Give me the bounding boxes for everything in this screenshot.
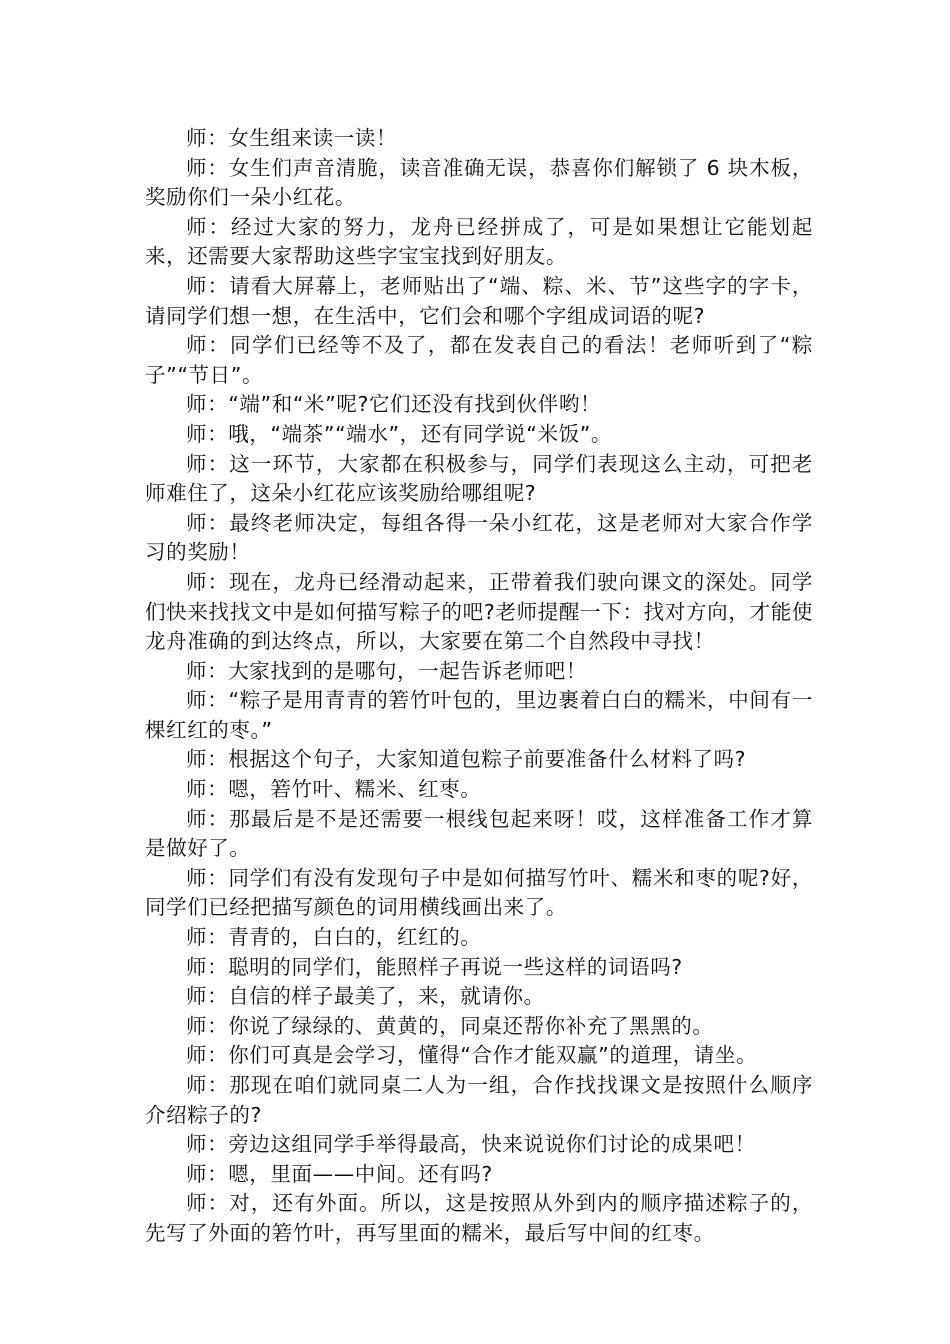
paragraph: 师：“端”和“米”呢?它们还没有找到伙伴哟！ — [186, 392, 602, 417]
paragraph: 师：根据这个句子，大家知道包粽子前要准备什么材料了吗? — [186, 747, 747, 772]
document-body — [145, 124, 813, 1249]
paragraph: 师：你们可真是会学习，懂得“合作才能双赢”的道理，请坐。 — [186, 1043, 758, 1068]
paragraph: 师：那现在咱们就同桌二人为一组，合作找找课文是按照什么顺序介绍粽子的? — [145, 1073, 813, 1127]
paragraph: 师：嗯，箬竹叶、糯米、红枣。 — [186, 777, 482, 802]
paragraph: 师：那最后是不是还需要一根线包起来呀！哎，这样准备工作才算是做好了。 — [145, 806, 813, 861]
paragraph: 师：自信的样子最美了，来，就请你。 — [186, 984, 545, 1009]
paragraph: 师：“粽子是用青青的箬竹叶包的，里边裹着白白的糯米，中间有一棵红红的枣。” — [145, 688, 813, 742]
paragraph: 师：请看大屏幕上，老师贴出了“端、粽、米、节”这些字的字卡，请同学们想一想，在生活中，它们会和哪个字组成词语的呢? — [145, 273, 813, 328]
paragraph: 师：哦，“端茶”“端水”，还有同学说“米饭”。 — [186, 421, 613, 446]
paragraph: 师：这一环节，大家都在积极参与，同学们表现这么主动，可把老师难住了，这朵小红花应该奖励给哪组呢? — [145, 451, 813, 506]
paragraph: 师：聪明的同学们，能照样子再说一些这样的词语吗? — [186, 954, 683, 979]
paragraph: 师：经过大家的努力，龙舟已经拼成了，可是如果想让它能划起来，还需要大家帮助这些字宝宝找到好朋友。 — [145, 214, 813, 269]
paragraph: 师：大家找到的是哪句，一起告诉老师吧！ — [186, 658, 587, 683]
paragraph: 师：最终老师决定，每组各得一朵小红花，这是老师对大家合作学习的奖励！ — [145, 510, 813, 565]
paragraph: 师：对，还有外面。所以，这是按照从外到内的顺序描述粽子的，先写了外面的箬竹叶，再写里面的糯米，最后写中间的红枣。 — [145, 1191, 813, 1245]
paragraph: 师：嗯，里面——中间。还有吗? — [186, 1161, 493, 1186]
paragraph: 师：同学们有没有发现句子中是如何描写竹叶、糯米和枣的呢?好，同学们已经把描写颜色的词用横线画出来了。 — [145, 865, 813, 920]
paragraph: 师：你说了绿绿的、黄黄的，同桌还帮你补充了黑黑的。 — [186, 1013, 714, 1038]
paragraph: 师：旁边这组同学手举得最高，快来说说你们讨论的成果吧！ — [186, 1132, 756, 1157]
paragraph: 师：现在，龙舟已经滑动起来，正带着我们驶向课文的深处。同学们快来找找文中是如何描写粽子的吧?老师提醒一下：找对方向，才能使龙舟准确的到达终点，所以，大家要在第二个自然段中寻找！ — [145, 569, 813, 654]
paragraph: 师：女生组来读一读！ — [186, 126, 397, 150]
paragraph: 师：青青的，白白的，红红的。 — [186, 925, 482, 950]
paragraph: 师：同学们已经等不及了，都在发表自己的看法！老师听到了“粽子”“节日”。 — [145, 333, 813, 387]
paragraph: 师：女生们声音清脆，读音准确无误，恭喜你们解锁了 6 块木板，奖励你们一朵小红花。 — [145, 155, 813, 210]
